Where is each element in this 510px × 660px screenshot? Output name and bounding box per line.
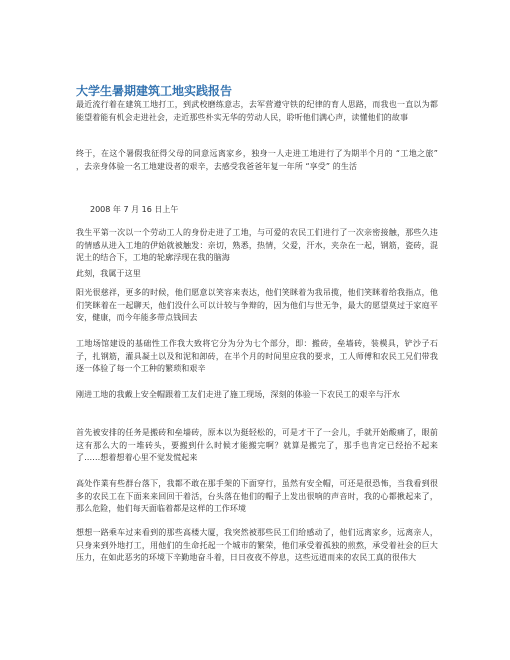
paragraph-belonging: 此刻，我属于这里	[76, 269, 141, 278]
paragraph-entering-site: 刚进工地的我戴上安全帽跟着工友们走进了施工现场，深刻的体验一下农民工的艰辛与汗水	[76, 390, 400, 399]
document-title: 大学生暑期建筑工地实践报告	[76, 84, 233, 98]
paragraph-moving-bricks: 首先被安排的任务是搬砖和垒墙砖，原本以为挺轻松的，可是才干了一会儿，手就开始酸痛了，眼前这有那么大的一堆砖头，要搬到什么时候才能搬完啊？就算是搬完了，那手也肯定已经抬不起来了……想着想着心里不觉发慌起来	[76, 428, 438, 463]
paragraph-journey: 终于，在这个暑假我征得父母的同意远离家乡，独身一人走进工地进行了为期半个月的 “工地之旅” ，去亲身体验一名工地建设者的艰辛，去感受我爸爸年复一年所 “享受” 的生活	[76, 149, 438, 171]
paragraph-first-day: 我生平第一次以一个劳动工人的身份走进了工地，与可爱的农民工们进行了一次亲密接触，那些久违的情感从进入工地的伊始就被触发：亲切，熟悉，热情，父爱，汗水，夹杂在一起，钢筋，瓷砖，混泥土的结合下，工地的轮廓浮现在我的脑海	[76, 228, 438, 263]
document-date: 2008 年 7 月 16 日上午	[90, 205, 179, 214]
paragraph-work-categories: 工地场馆建设的基础性工作我大致将它分为分为七个部分，即：搬砖，垒墙砖，装模具，铲沙子石子，扎钢筋，灌具凝土以及和泥和卸砖，在半个月的时间里应我的要求，工人师傅和农民工兄们带我逐一体验了每一个工种的繁琐和艰辛	[76, 339, 438, 374]
paragraph-heights-danger: 高处作業有些群台落下，我都不敢在那手架的下面穿行，虽然有安全帽，可还是很恐怖，当我看到很多的农民工在下面来来回回干着活，台头落在他们的帽子上发出很响的声音时，我的心都揪起来了，那么危险，他们每天面临着都是这样的工作环境	[76, 479, 438, 514]
paragraph-intro: 最近流行着在建筑工地打工，到武校磨练意志，去军营遵守铁的纪律的育人思路，而我也一直以为都能望着能有机会走进社会，走近那些朴实无华的劳动人民，聆听他们满心声，读懂他们的故事	[76, 100, 438, 122]
paragraph-reflection: 想想一路乘车过来看到的那些高楼大厦，我突然被那些民工们给感动了，他们远离家乡，远离亲人，只身来到外地打工，用他们的生命托起一个城市的繁荣，他们承受着孤独的煎熬，承受着社会的巨大压力，在如此恶劣的环境下辛勤地奋斗着，日日夜夜不停息，这些远道而来的农民工真的很伟大	[76, 528, 438, 563]
paragraph-workers-smile: 阳光很慈祥，更多的时候，他们愿意以笑容来表达，他们笑眯着为我吊揽，他们笑眯着给我指点，他们笑眯着在一起聊天，他们没什么可以计较与争辩的，因为他们与世无争，最大的愿望莫过于家庭平安，健康，而今年能多带点钱回去	[76, 288, 438, 323]
